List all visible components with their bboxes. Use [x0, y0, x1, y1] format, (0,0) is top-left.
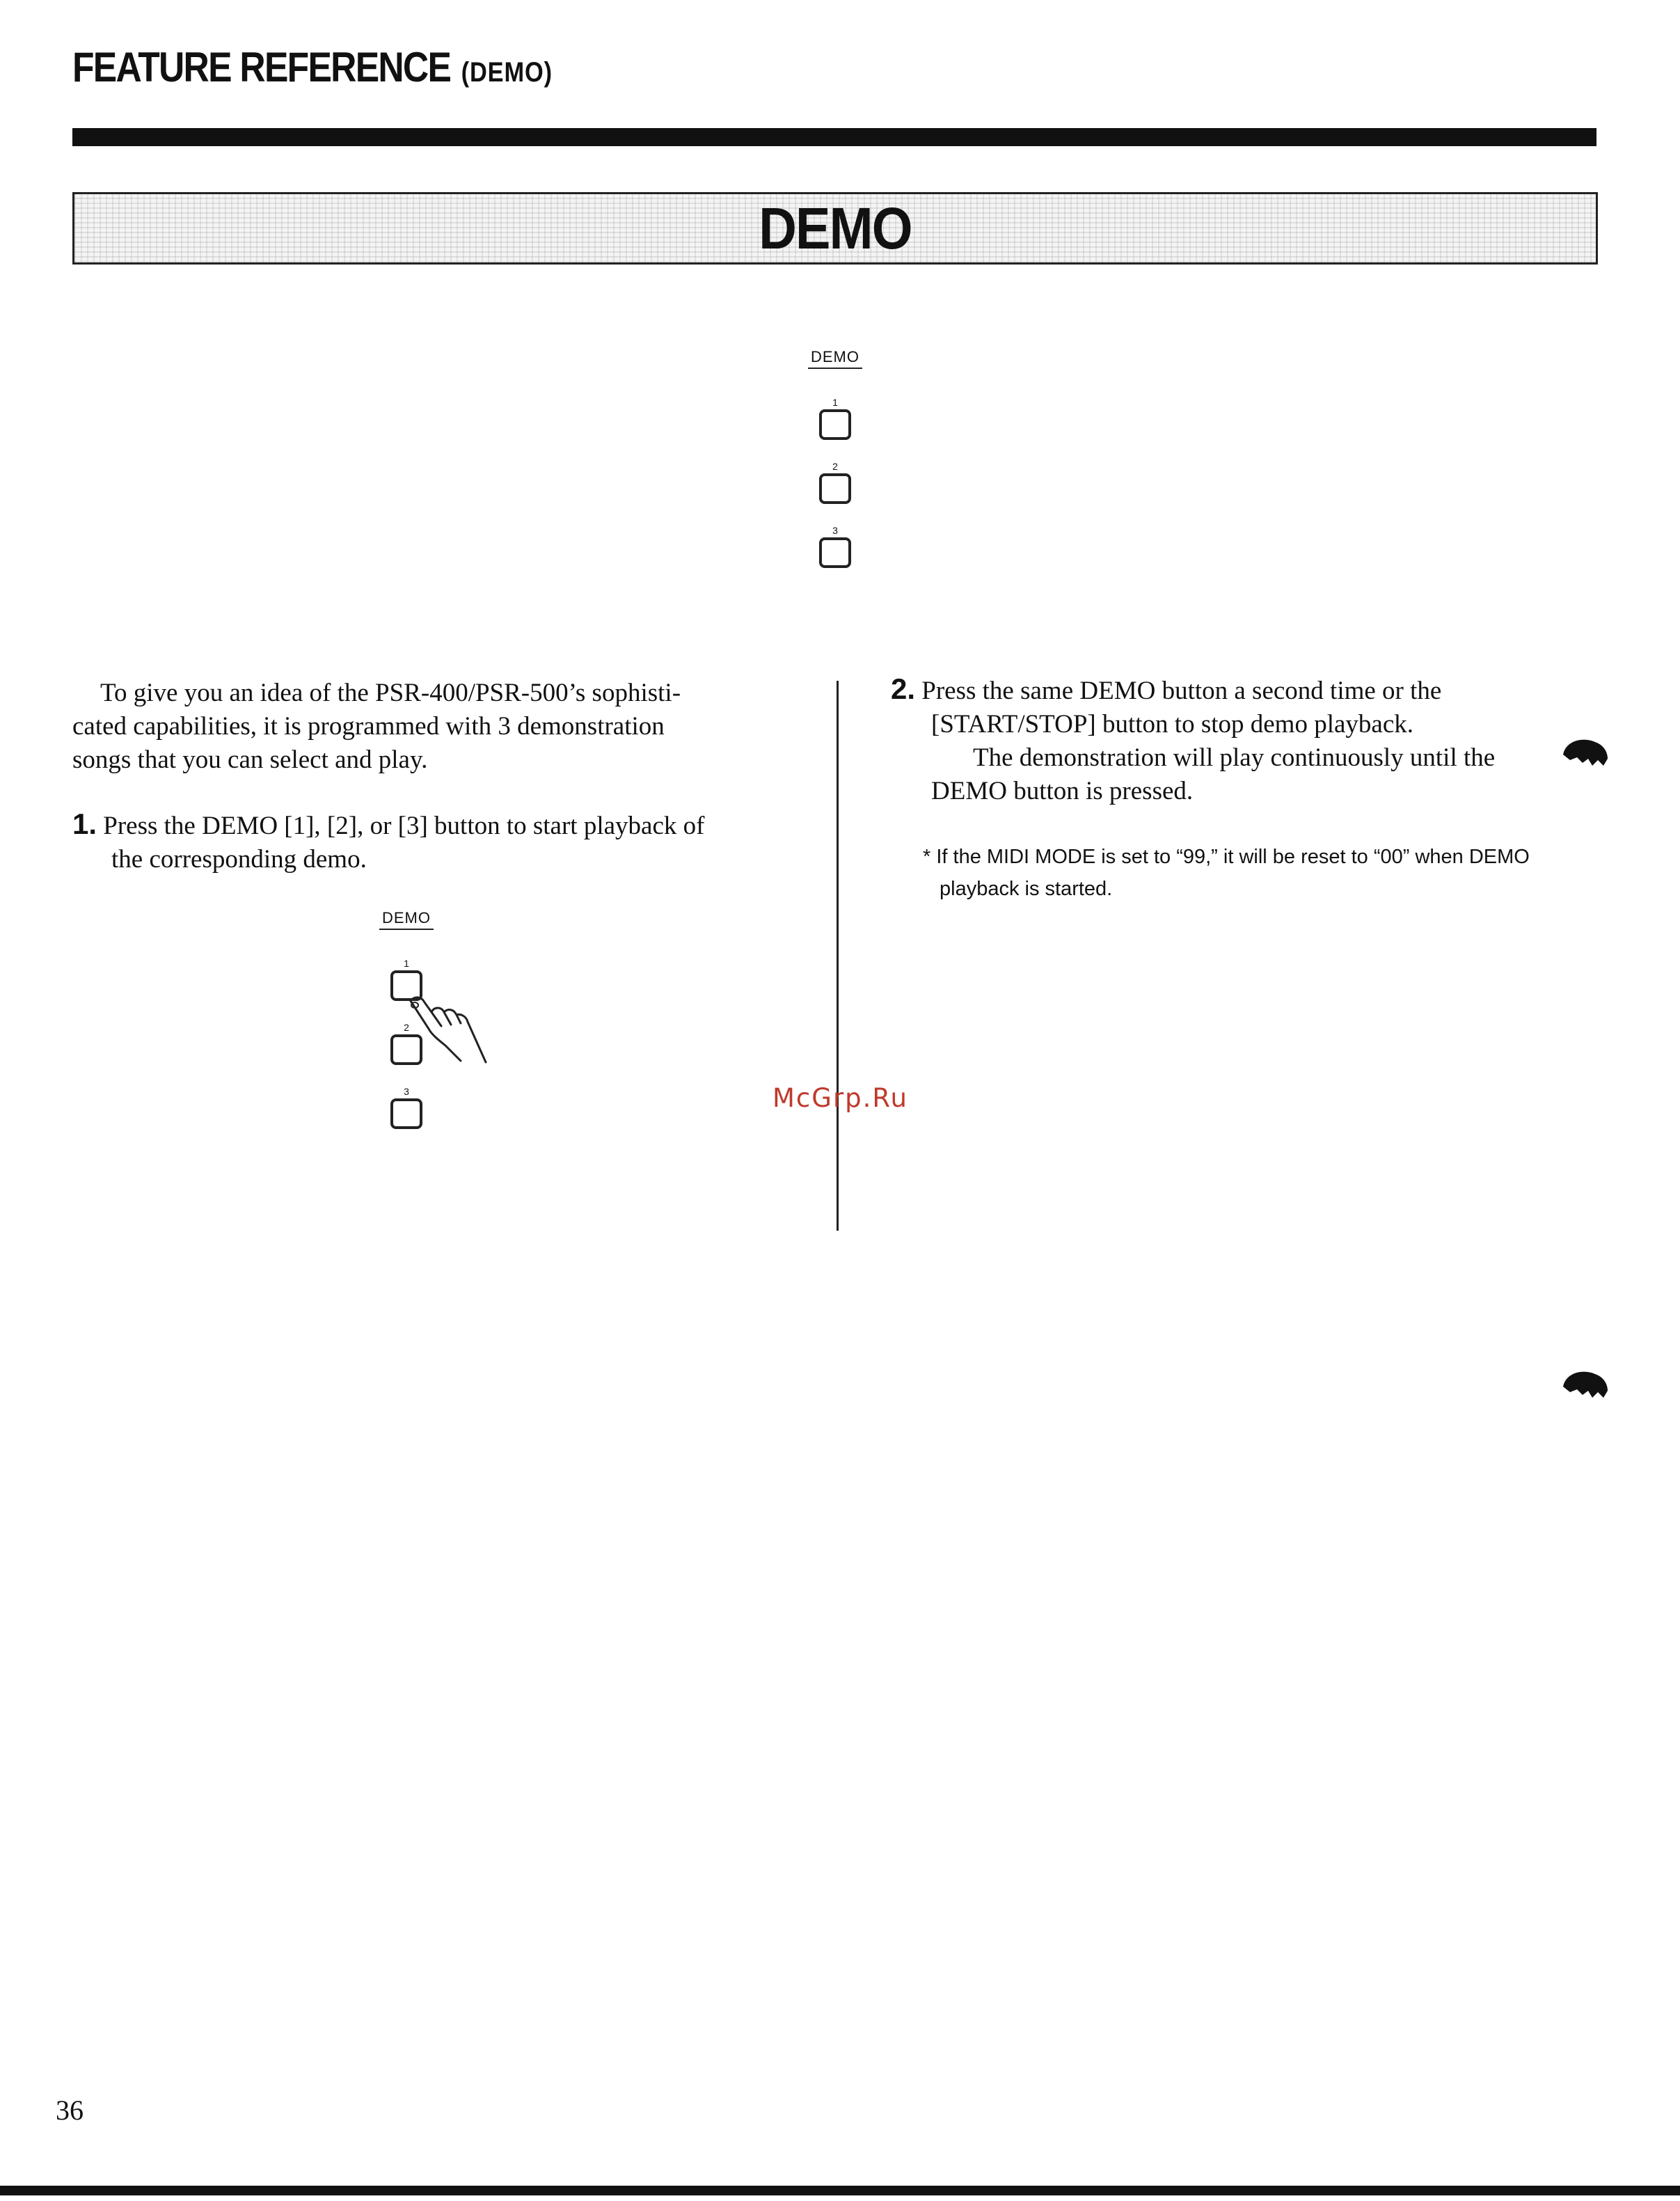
panel-label: DEMO	[379, 909, 434, 930]
button-number: 3	[832, 525, 838, 536]
intro-paragraph	[72, 677, 782, 777]
watermark: McGrp.Ru	[772, 1083, 908, 1113]
demo-button-3	[390, 1098, 422, 1129]
header-title: FEATURE REFERENCE	[72, 44, 451, 90]
header-subtitle: (DEMO)	[461, 57, 553, 88]
footnote-line: * If the MIDI MODE is set to “99,” it will be reset to “00” when DEMO	[923, 846, 1530, 868]
intro-line: To give you an idea of the PSR-400/PSR-500’s sophisti-	[100, 679, 681, 707]
step-number: 2.	[891, 672, 916, 705]
binding-mark-icon	[1562, 735, 1610, 770]
button-number: 1	[404, 958, 409, 969]
button-number: 3	[404, 1086, 409, 1097]
demo-panel-diagram	[793, 348, 877, 568]
footnote-line: playback is started.	[940, 878, 1113, 900]
header-rule	[72, 128, 1596, 146]
button-number: 2	[404, 1022, 409, 1033]
step-2-text	[891, 672, 1601, 741]
footer-rule	[0, 2186, 1680, 2195]
button-number: 2	[832, 461, 838, 472]
step-1-text	[72, 807, 782, 876]
step-line: [START/STOP] button to stop demo playback.	[931, 710, 1413, 739]
intro-line: songs that you can select and play.	[72, 746, 428, 774]
panel-label: DEMO	[808, 348, 862, 369]
step-2-continuation: The demonstration will play continuously until the	[973, 743, 1496, 772]
page-header	[72, 43, 553, 91]
demo-button-1	[819, 409, 851, 440]
pointing-hand-icon	[401, 988, 498, 1079]
button-number: 1	[832, 397, 838, 408]
intro-line: cated capabilities, it is programmed with 3 demonstration	[72, 712, 665, 741]
section-banner	[72, 192, 1598, 265]
demo-button-2	[819, 473, 851, 504]
step-line: the corresponding demo.	[111, 845, 367, 874]
step-2	[891, 672, 1601, 808]
step-line: Press the DEMO [1], [2], or [3] button to start playback of	[103, 812, 705, 840]
footnote	[923, 841, 1622, 905]
step-2-continuation: DEMO button is pressed.	[931, 777, 1194, 805]
step-number: 1.	[72, 807, 97, 840]
demo-button-3	[819, 537, 851, 568]
page-number: 36	[56, 2094, 84, 2126]
step-1	[72, 807, 782, 876]
section-title: DEMO	[759, 196, 912, 261]
step-line: Press the same DEMO button a second time or the	[921, 677, 1442, 705]
column-divider	[837, 681, 839, 1231]
binding-mark-icon	[1562, 1367, 1610, 1402]
